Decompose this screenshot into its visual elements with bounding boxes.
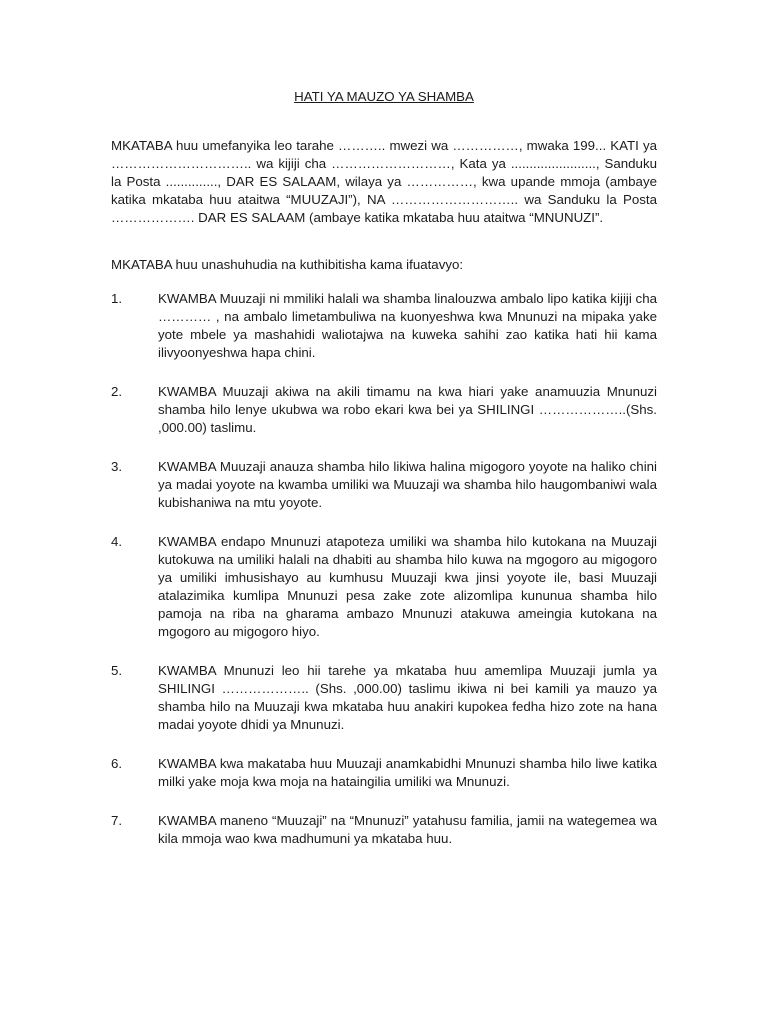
clause-number: 1.	[111, 291, 123, 306]
clause-text: KWAMBA endapo Mnunuzi atapoteza umiliki wa shamba hilo kutokana na Muuzaji kutokuwa na umiliki halali na dhabiti au shamba hilo kuwa na mgogoro au migogoro ya umiliki imhusishayo au kumhusu Muuzaji kwa jinsi yoyote ile, basi Muuzaji atalazimika kumlipa Mnunuzi pesa zake zote alizomlipa kununua shamba hilo pamoja na riba na gharama ambazo Mnunuzi atakuwa ameingia kutokana na mgogoro au migogoro hiyo.	[158, 534, 657, 639]
clause-item	[111, 383, 657, 437]
document-title: HATI YA MAUZO YA SHAMBA	[294, 89, 474, 104]
clause-item	[111, 458, 657, 512]
clause-item	[111, 662, 657, 734]
clause-item	[111, 290, 657, 362]
intro-paragraph: MKATABA huu umefanyika leo tarahe ……….. mwezi wa ……………, mwaka 199... KATI ya ………………………….. wa kijiji cha ………………………, Kata ya ......................., Sanduku la Posta .............., DAR ES SALAAM, wilaya ya ……………, kwa upande mmoja (ambaye katika mkataba huu ataitwa “MUUZAJI”), NA ……………………….. wa Sanduku la Posta ………………. DAR ES SALAAM (ambaye katika mkataba huu ataitwa “MNUNUZI”.	[111, 138, 657, 225]
clause-text: KWAMBA kwa makataba huu Muuzaji anamkabidhi Mnunuzi shamba hilo liwe katika milki yake moja kwa moja na hataingilia umiliki wa Mnunuzi.	[158, 756, 657, 789]
clause-item	[111, 812, 657, 848]
clause-text: KWAMBA Muuzaji anauza shamba hilo likiwa halina migogoro yoyote na haliko chini ya madai yoyote na kwamba umiliki wa Muuzaji wa shamba hilo haugombaniwi wala kubishaniwa na mtu yoyote.	[158, 459, 657, 510]
clause-number: 7.	[111, 813, 123, 828]
clause-text: KWAMBA Mnunuzi leo hii tarehe ya mkataba huu amemlipa Muuzaji jumla ya SHILINGI ……………….. (Shs. ,000.00) taslimu ikiwa ni bei kamili ya mauzo ya shamba hilo na Muuzaji kwa mkataba huu anakiri kupokea fedha hizo zote na hana madai yoyote dhidi ya Mnunuzi.	[158, 663, 657, 732]
clause-number: 6.	[111, 756, 123, 771]
clause-number: 2.	[111, 384, 123, 399]
clause-number: 5.	[111, 663, 123, 678]
clause-item	[111, 755, 657, 791]
clause-number: 3.	[111, 459, 123, 474]
clause-text: KWAMBA Muuzaji ni mmiliki halali wa shamba linalouzwa ambalo lipo katika kijiji cha ………… , na ambalo limetambuliwa na kuonyeshwa kwa Mnunuzi na mipaka yake yote mbele ya mashahidi waliotajwa na kuweka sahihi zao katika hati hii kama ilivyoonyeshwa hapa chini.	[158, 291, 657, 360]
clause-number: 4.	[111, 534, 123, 549]
lead-paragraph: MKATABA huu unashuhudia na kuthibitisha kama ifuatavyo:	[111, 257, 464, 272]
clause-text: KWAMBA Muuzaji akiwa na akili timamu na kwa hiari yake anamuuzia Mnunuzi shamba hilo lenye ukubwa wa robo ekari kwa bei ya SHILINGI ………………..(Shs. ,000.00) taslimu.	[158, 384, 657, 435]
clause-list	[111, 290, 657, 869]
clause-text: KWAMBA maneno “Muuzaji” na “Mnunuzi” yatahusu familia, jamii na wategemea wa kila mmoja wao kwa madhumuni ya mkataba huu.	[158, 813, 657, 846]
clause-item	[111, 533, 657, 641]
